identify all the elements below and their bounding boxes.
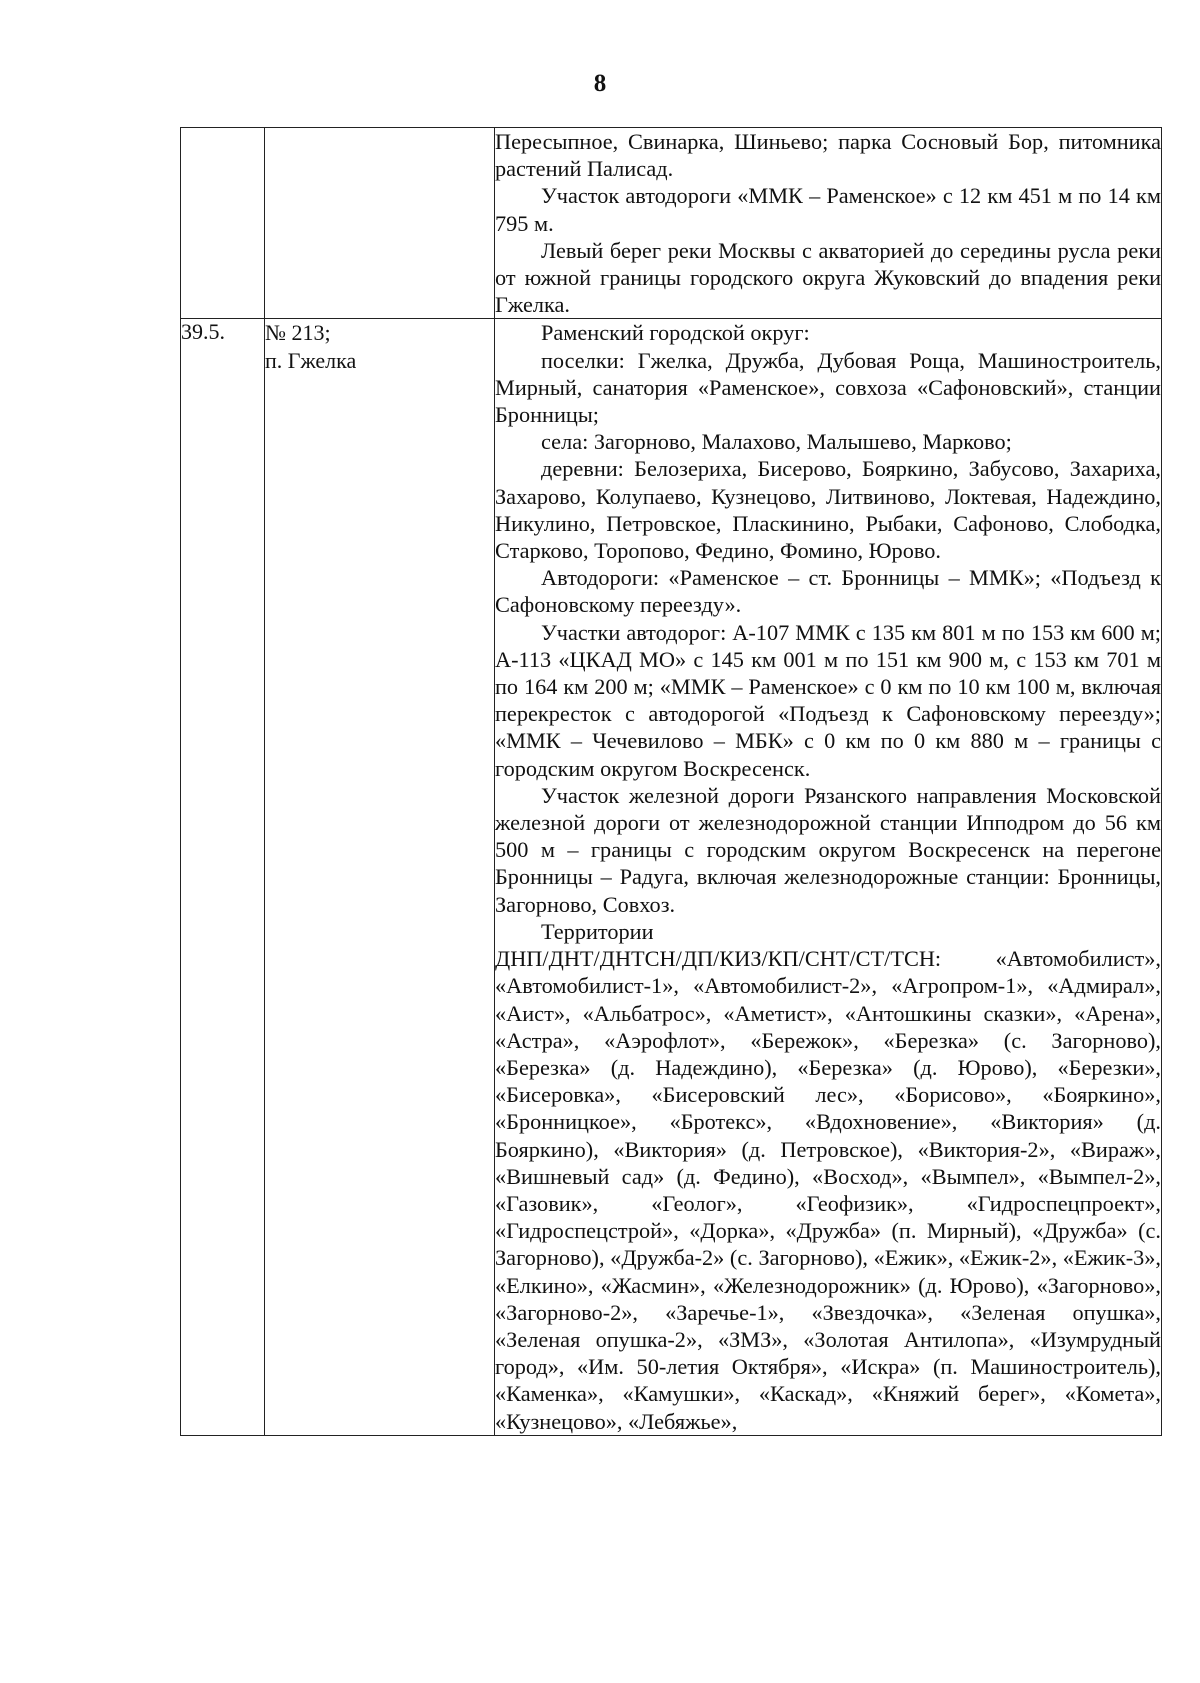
row-number-cell (181, 128, 265, 319)
description-paragraph: села: Загорново, Малахово, Малышево, Марково; (541, 429, 1012, 455)
district-name-line: № 213; (265, 320, 331, 346)
description-paragraph: Раменский городской округ: (541, 320, 810, 346)
table-row (181, 319, 1162, 1435)
description-paragraph: поселки: Гжелка, Дружба, Дубовая Роща, Машиностроитель, Мирный, санатория «Раменское», совхоза «Сафоновский», станции Бронницы; (495, 347, 1161, 428)
description-paragraph: Участок железной дороги Рязанского направления Московской железной дороги от железнодорожной станции Ипподром до 56 км 500 м – границы с городским округом Воскресенск на перегоне Бронницы – Радуга, включая железнодорожные станции: Бронницы, Загорново, Совхоз. (495, 782, 1161, 917)
row-number-cell: 39.5. (181, 319, 265, 1435)
table-row (181, 128, 1162, 319)
district-name-line: п. Гжелка (265, 348, 357, 374)
description-paragraph: Участки автодорог: А-107 ММК с 135 км 801 м по 153 км 600 м; А-113 «ЦКАД МО» с 145 км 001 м по 151 км 900 м, с 153 км 701 м по 164 км 200 м; «ММК – Раменское» с 0 км по 10 км 100 м, включая перекресток с автодорогой «Подъезд к Сафоновскому переезду»; «ММК – Чечевилово – МБК» с 0 км по 0 км 880 м – границы с городским округом Воскресенск. (495, 619, 1161, 781)
description-paragraph: Автодороги: «Раменское – ст. Бронницы – ММК»; «Подъезд к Сафоновскому переезду». (495, 565, 1161, 618)
description-paragraph: Участок автодороги «ММК – Раменское» с 12 км 451 м по 14 км 795 м. (495, 183, 1161, 236)
district-name-cell (265, 319, 495, 1435)
territory-description-cell (495, 128, 1162, 319)
description-paragraph: деревни: Белозериха, Бисерово, Бояркино, Забусово, Захариха, Захарово, Колупаево, Кузнецово, Литвиново, Локтевая, Надеждино, Никулино, Петровское, Пласкинино, Рыбаки, Сафоново, Слободка, Старково, Торопово, Федино, Фомино, Юрово. (495, 456, 1161, 564)
description-paragraph: ДНП/ДНТ/ДНТСН/ДП/КИЗ/КП/СНТ/СТ/ТСН: «Автомобилист», «Автомобилист-1», «Автомобилист-2», «Агропром-1», «Адмирал», «Аист», «Альбатрос», «Аметист», «Антошкины сказки», «Арена», «Астра», «Аэрофлот», «Бережок», «Березка» (с. Загорново), «Березка» (д. Надеждино), «Березка» (д. Юрово), «Березки», «Бисеровка», «Бисеровский лес», «Борисово», «Бояркино», «Бронницкое», «Бротекс», «Вдохновение», «Виктория» (д. Бояркино), «Виктория» (д. Петровское), «Виктория-2», «Вираж», «Вишневый сад» (д. Федино), «Восход», «Вымпел», «Вымпел-2», «Газовик», «Геолог», «Геофизик», «Гидроспецпроект», «Гидроспецстрой», «Дорка», «Дружба» (п. Мирный), «Дружба» (с. Загорново), «Дружба-2» (с. Загорново), «Ежик», «Ежик-2», «Ежик-3», «Елкино», «Жасмин», «Железнодорожник» (д. Юрово), «Загорново», «Загорново-2», «Заречье-1», «Звездочка», «Зеленая опушка», «Зеленая опушка-2», «ЗМЗ», «Золотая Антилопа», «Изумрудный город», «Им. 50-летия Октября», «Искра» (п. Машиностроитель), «Каменка», «Камушки», «Каскад», «Княжий берег», «Комета», «Кузнецово», «Лебяжье», (495, 946, 1161, 1434)
document-table (180, 127, 1162, 1436)
description-paragraph: Пересыпное, Свинарка, Шиньево; парка Сосновый Бор, питомника растений Палисад. (495, 129, 1161, 182)
page-number: 8 (593, 70, 607, 97)
description-paragraph: Территории (541, 918, 654, 944)
territory-description-cell (495, 319, 1162, 1435)
district-name-cell (265, 128, 495, 319)
description-paragraph: Левый берег реки Москвы с акваторией до середины русла реки от южной границы городского округа Жуковский до впадения реки Гжелка. (495, 237, 1161, 318)
